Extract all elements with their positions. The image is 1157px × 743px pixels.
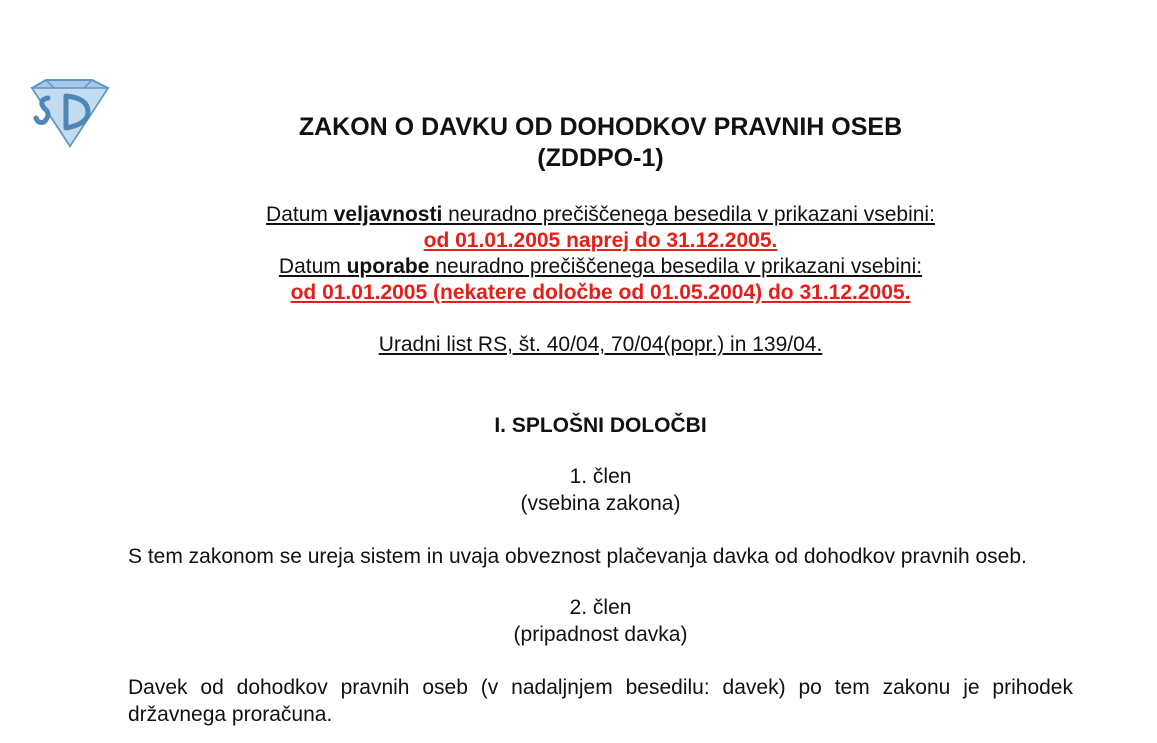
sd-logo <box>26 78 112 150</box>
article-subtitle: (pripadnost davka) <box>513 623 688 646</box>
validity-range <box>128 228 1073 254</box>
section-title: I. SPLOŠNI DOLOČBI <box>494 414 707 437</box>
article-1-heading <box>128 463 1073 517</box>
application-range-text: od 01.01.2005 (nekatere določbe od 01.05.2004) do 31.12.2005. <box>290 281 911 304</box>
document-header <box>128 112 1073 439</box>
application-prefix: Datum <box>278 255 347 278</box>
document-page <box>128 112 1073 728</box>
article-text: Davek od dohodkov pravnih oseb (v nadaljnjem besedilu: davek) po tem zakonu je prihodek državnega proračuna. <box>128 676 1073 726</box>
sd-logo-icon <box>26 78 112 150</box>
article-1 <box>128 463 1073 570</box>
official-gazette-reference <box>128 332 1073 358</box>
validity-keyword: veljavnosti <box>333 203 443 226</box>
validity-range-text: od 01.01.2005 naprej do 31.12.2005. <box>423 229 778 252</box>
article-2-heading <box>128 594 1073 648</box>
validity-suffix: neuradno prečiščenega besedila v prikazani vsebini: <box>442 203 935 226</box>
law-abbreviation: (ZDDPO-1) <box>537 144 664 172</box>
law-title: ZAKON O DAVKU OD DOHODKOV PRAVNIH OSEB <box>298 113 903 141</box>
validity-info <box>128 202 1073 306</box>
article-subtitle: (vsebina zakona) <box>520 492 681 515</box>
application-suffix: neuradno prečiščenega besedila v prikazani vsebini: <box>429 255 923 278</box>
article-number: 2. člen <box>569 596 632 619</box>
gazette-text: Uradni list RS, št. 40/04, 70/04(popr.) in 139/04. <box>378 333 823 356</box>
validity-prefix: Datum <box>266 203 334 226</box>
application-line <box>128 254 1073 280</box>
article-number: 1. člen <box>569 465 632 488</box>
validity-line <box>128 202 1073 228</box>
application-keyword: uporabe <box>346 255 430 278</box>
application-range <box>128 280 1073 306</box>
article-text: S tem zakonom se ureja sistem in uvaja obveznost plačevanja davka od dohodkov pravnih oseb. <box>128 545 1027 568</box>
article-2 <box>128 594 1073 728</box>
